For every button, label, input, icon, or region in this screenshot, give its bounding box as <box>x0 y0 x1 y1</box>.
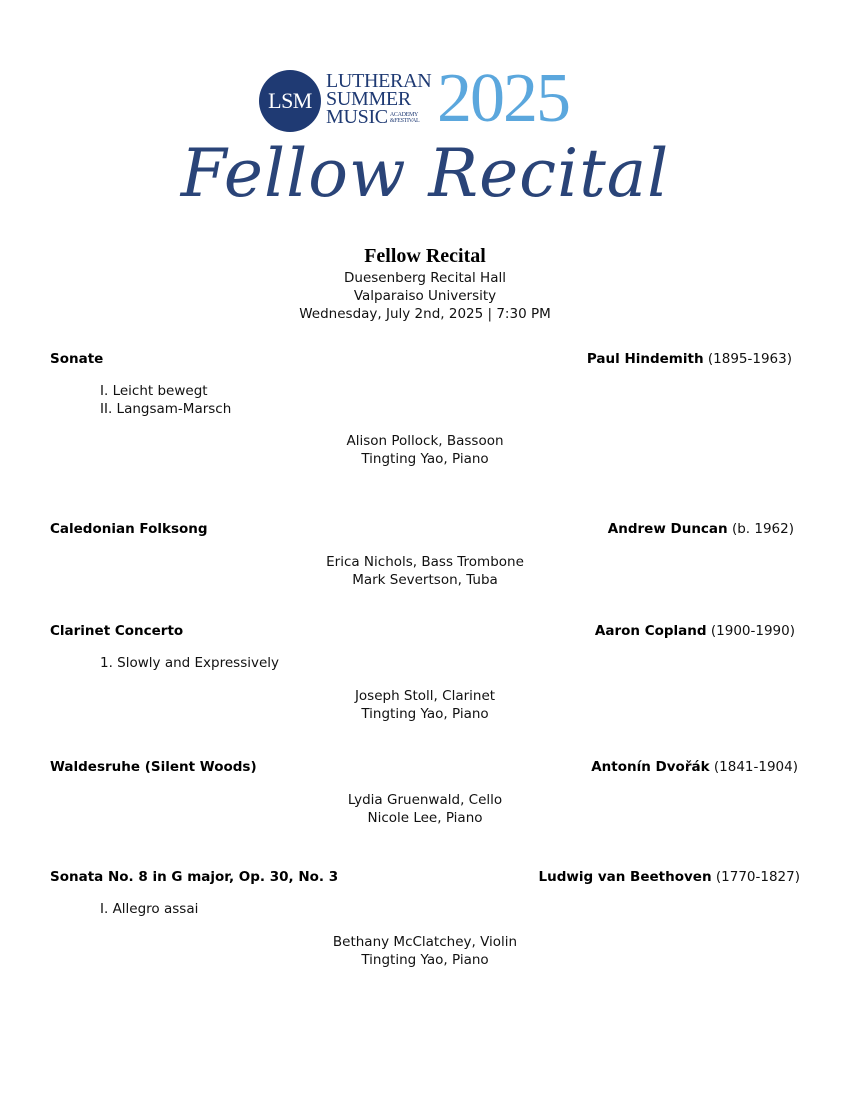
script-title: Fellow Recital <box>180 135 670 212</box>
wordmark-line-3-text: MUSIC <box>326 106 388 128</box>
composer-name: Andrew Duncan <box>607 521 728 537</box>
date-time: Wednesday, July 2nd, 2025 | 7:30 PM <box>299 306 551 322</box>
composer-dates: (b. 1962) <box>731 521 794 537</box>
composer-name: Paul Hindemith <box>586 351 704 367</box>
performer: Tingting Yao, Piano <box>361 951 489 968</box>
venue: Duesenberg Recital Hall <box>344 270 506 286</box>
piece-title: Clarinet Concerto <box>50 623 184 639</box>
composer-dates: (1770-1827) <box>715 869 800 885</box>
movement: II. Langsam-Marsch <box>100 400 232 417</box>
movement-list <box>100 383 800 418</box>
piece-header <box>50 757 800 777</box>
lsm-logo <box>0 60 850 137</box>
recital-info <box>0 243 850 323</box>
composer-credit <box>595 621 795 641</box>
program-piece <box>50 349 800 468</box>
piece-title: Caledonian Folksong <box>50 521 208 537</box>
movement-list <box>100 655 800 673</box>
performer: Lydia Gruenwald, Cello <box>347 792 503 808</box>
performer-list <box>50 791 800 827</box>
wordmark-line-3 <box>326 108 438 126</box>
composer-dates: (1900-1990) <box>710 623 795 639</box>
movement-list <box>100 901 800 919</box>
movement: I. Allegro assai <box>100 901 199 917</box>
performer: Tingting Yao, Piano <box>361 705 489 722</box>
piece-title: Sonata No. 8 in G major, Op. 30, No. 3 <box>50 869 339 885</box>
performer: Erica Nichols, Bass Trombone <box>326 554 524 570</box>
performer: Bethany McClatchey, Violin <box>332 933 518 950</box>
composer-name: Aaron Copland <box>594 623 707 639</box>
piece-header <box>50 519 800 539</box>
wordmark-line-1: LUTHERAN <box>326 70 432 92</box>
composer-dates: (1895-1963) <box>707 351 792 367</box>
logo-year: 2025 <box>437 60 569 137</box>
piece-title: Sonate <box>50 351 104 367</box>
program-piece <box>50 867 800 969</box>
program-piece <box>50 621 800 723</box>
composer-credit <box>591 757 798 777</box>
piece-header <box>50 349 800 369</box>
lsm-wordmark <box>326 72 438 126</box>
performer-list <box>50 432 800 468</box>
composer-credit <box>539 867 801 887</box>
piece-header <box>50 867 800 887</box>
institution: Valparaiso University <box>353 288 497 304</box>
composer-name: Antonín Dvořák <box>591 759 710 775</box>
performer: Joseph Stoll, Clarinet <box>354 687 496 704</box>
academy-festival-text: ACADEMY &FESTIVAL <box>389 112 420 125</box>
composer-name: Ludwig van Beethoven <box>538 869 712 885</box>
recital-title: Fellow Recital <box>364 245 486 267</box>
lsm-badge: LSM <box>259 70 321 132</box>
performer: Tingting Yao, Piano <box>361 451 489 467</box>
performer-list <box>50 553 800 589</box>
composer-credit <box>587 349 792 369</box>
movement: 1. Slowly and Expressively <box>100 655 280 671</box>
composer-credit <box>608 519 794 539</box>
program-piece <box>50 519 800 589</box>
composer-dates: (1841-1904) <box>713 759 798 775</box>
movement: I. Leicht bewegt <box>100 383 208 399</box>
program-piece <box>50 757 800 827</box>
performer: Nicole Lee, Piano <box>367 810 483 826</box>
performer-list <box>50 933 800 969</box>
wordmark-line-2: SUMMER <box>326 88 411 110</box>
piece-header <box>50 621 800 641</box>
performer: Mark Severtson, Tuba <box>352 572 498 588</box>
piece-title: Waldesruhe (Silent Woods) <box>50 759 257 775</box>
performer: Alison Pollock, Bassoon <box>346 433 504 449</box>
performer-list <box>50 687 800 723</box>
